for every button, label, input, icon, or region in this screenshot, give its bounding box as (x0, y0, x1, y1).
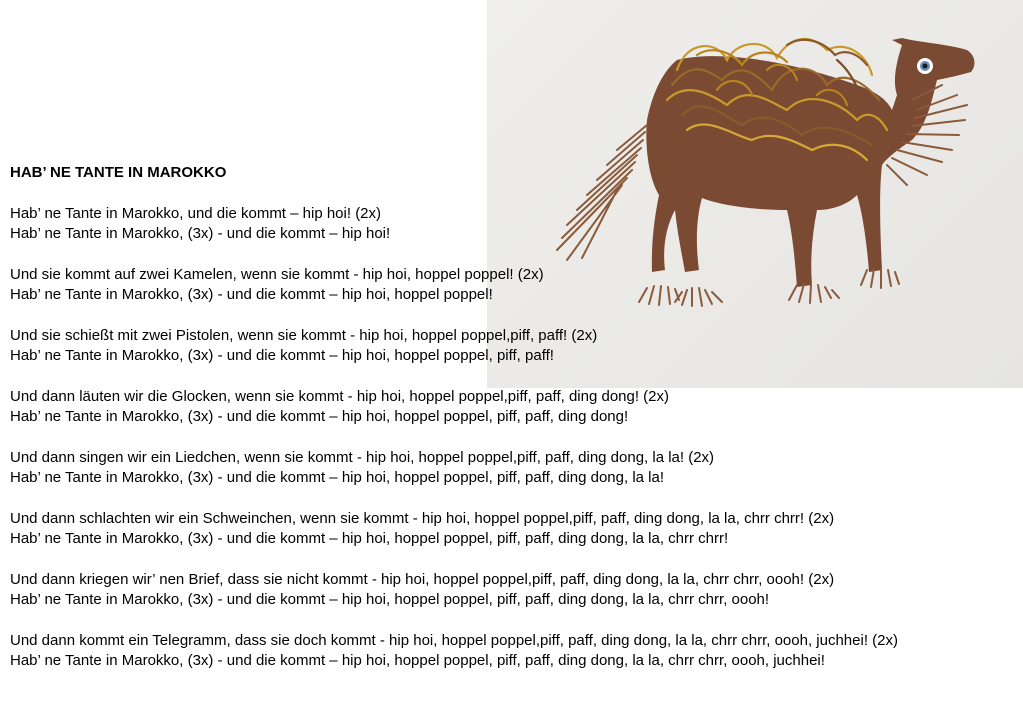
verse-1 (10, 204, 1023, 245)
verse-line: Und dann kommt ein Telegramm, dass sie doch kommt - hip hoi, hoppel poppel,piff, paff, ding dong, la la, chrr chrr, oooh, juchhei! (2x) (10, 631, 898, 649)
verse-line: Und dann schlachten wir ein Schweinchen, wenn sie kommt - hip hoi, hoppel poppel,piff, paff, ding dong, la la, chrr chrr! (2x) (10, 509, 835, 527)
verse-7 (10, 570, 1023, 611)
verse-5 (10, 448, 1023, 489)
verse-6 (10, 509, 1023, 550)
verse-line: Und dann kriegen wir’ nen Brief, dass sie nicht kommt - hip hoi, hoppel poppel,piff, paff, ding dong, la la, chrr chrr, oooh! (2x) (10, 570, 835, 588)
verse-line: Hab’ ne Tante in Marokko, (3x) - und die kommt – hip hoi, hoppel poppel, piff, paff, ding dong! (10, 407, 629, 425)
song-title: HAB’ NE TANTE IN MAROKKO (10, 164, 227, 181)
verse-4 (10, 387, 1023, 428)
verse-3 (10, 326, 1023, 367)
verse-line: Und sie kommt auf zwei Kamelen, wenn sie kommt - hip hoi, hoppel poppel! (2x) (10, 265, 544, 283)
verse-8 (10, 631, 1023, 672)
verse-line: Und dann läuten wir die Glocken, wenn sie kommt - hip hoi, hoppel poppel,piff, paff, ding dong! (2x) (10, 387, 670, 405)
verse-line: Hab’ ne Tante in Marokko, (3x) - und die kommt – hip hoi, hoppel poppel, piff, paff, ding dong, la la, chrr chrr, oooh, juchhei! (10, 651, 825, 669)
verse-line: Hab’ ne Tante in Marokko, (3x) - und die kommt – hip hoi, hoppel poppel, piff, paff! (10, 346, 554, 364)
verse-line: Hab’ ne Tante in Marokko, (3x) - und die kommt – hip hoi, hoppel poppel, piff, paff, ding dong, la la, chrr chrr! (10, 529, 729, 547)
verse-line: Hab’ ne Tante in Marokko, (3x) - und die kommt – hip hoi, hoppel poppel! (10, 285, 493, 303)
verse-line: Hab’ ne Tante in Marokko, und die kommt – hip hoi! (2x) (10, 204, 382, 222)
verse-line: Hab’ ne Tante in Marokko, (3x) - und die kommt – hip hoi, hoppel poppel, piff, paff, ding dong, la la! (10, 468, 665, 486)
song-lyrics (10, 163, 1023, 671)
verse-line: Und sie schießt mit zwei Pistolen, wenn sie kommt - hip hoi, hoppel poppel,piff, paff! (2x) (10, 326, 598, 344)
verse-line: Hab’ ne Tante in Marokko, (3x) - und die kommt – hip hoi, hoppel poppel, piff, paff, ding dong, la la, chrr chrr, oooh! (10, 590, 770, 608)
verse-line: Und dann singen wir ein Liedchen, wenn sie kommt - hip hoi, hoppel poppel,piff, paff, ding dong, la la! (2x) (10, 448, 715, 466)
verse-2 (10, 265, 1023, 306)
verse-line: Hab’ ne Tante in Marokko, (3x) - und die kommt – hip hoi! (10, 224, 391, 242)
